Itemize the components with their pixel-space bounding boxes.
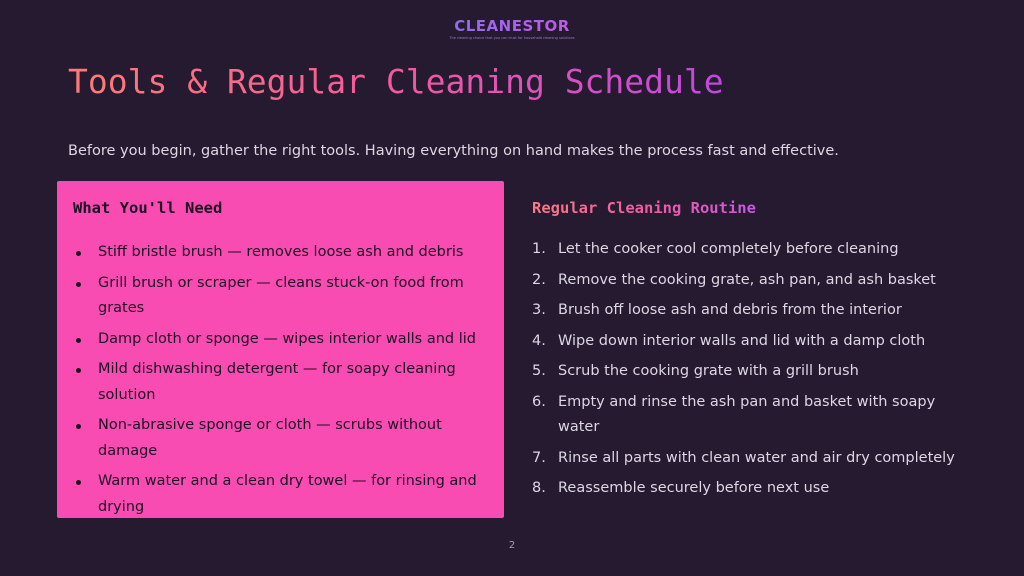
bullet-icon (76, 251, 81, 256)
tool-item-text: Non-abrasive sponge or cloth — scrubs without damage (98, 417, 442, 459)
routine-step (532, 329, 972, 355)
routine-step (532, 237, 972, 263)
page-number: 2 (508, 540, 516, 551)
slide-title: Tools & Regular Cleaning Schedule (68, 60, 724, 104)
routine-step (532, 268, 972, 294)
step-text: Remove the cooking grate, ash pan, and ash basket (558, 271, 936, 288)
routine-step (532, 298, 972, 324)
step-number: 8. (532, 480, 546, 496)
tool-item-text: Damp cloth or sponge — wipes interior walls and lid (98, 330, 476, 347)
step-number: 4. (532, 332, 546, 349)
tool-item (73, 469, 484, 520)
tool-item-text: Warm water and a clean dry towel — for rinsing and drying (98, 473, 477, 515)
routine-steps (532, 237, 972, 502)
tool-item (73, 413, 484, 464)
step-text: Reassemble securely before next use (558, 480, 830, 496)
step-text: Wipe down interior walls and lid with a damp cloth (558, 332, 926, 349)
intro-text: Before you begin, gather the right tools. Having everything on hand makes the process fast and effective. (68, 143, 839, 159)
brand-name: CLEANESTOR (454, 17, 570, 35)
bullet-icon (76, 480, 81, 485)
step-text: Empty and rinse the ash pan and basket with soapy water (558, 393, 936, 435)
bullet-icon (76, 282, 81, 287)
step-number: 1. (532, 241, 546, 257)
brand-logo (0, 16, 1024, 41)
routine-step (532, 476, 972, 502)
tool-item (73, 240, 484, 266)
tool-item (73, 271, 484, 322)
tool-item-text: Mild dishwashing detergent — for soapy cleaning solution (98, 361, 456, 403)
step-text: Scrub the cooking grate with a grill brush (558, 363, 859, 379)
step-text: Brush off loose ash and debris from the interior (558, 302, 902, 318)
step-number: 6. (532, 393, 546, 410)
routine-step (532, 359, 972, 385)
routine-step (532, 446, 972, 472)
step-number: 5. (532, 363, 546, 379)
bullet-icon (76, 368, 81, 373)
bullet-icon (76, 338, 81, 343)
tools-card (57, 181, 504, 518)
routine-step (532, 390, 972, 441)
routine-heading: Regular Cleaning Routine (532, 199, 756, 217)
tool-item (73, 327, 484, 353)
step-text: Let the cooker cool completely before cleaning (558, 241, 899, 257)
step-number: 3. (532, 302, 546, 318)
tool-item-text: Stiff bristle brush — removes loose ash and debris (98, 244, 464, 260)
step-text: Rinse all parts with clean water and air dry completely (558, 449, 955, 466)
tools-list (73, 240, 484, 520)
step-number: 7. (532, 449, 546, 466)
step-number: 2. (532, 271, 546, 288)
brand-tagline: The cleaning choice that you can trust for household cleaning solutions (449, 36, 575, 40)
tool-item-text: Grill brush or scraper — cleans stuck-on food from grates (98, 274, 464, 316)
bullet-icon (76, 424, 81, 429)
tools-heading: What You'll Need (73, 199, 223, 217)
routine-section (532, 197, 972, 507)
tool-item (73, 357, 484, 408)
